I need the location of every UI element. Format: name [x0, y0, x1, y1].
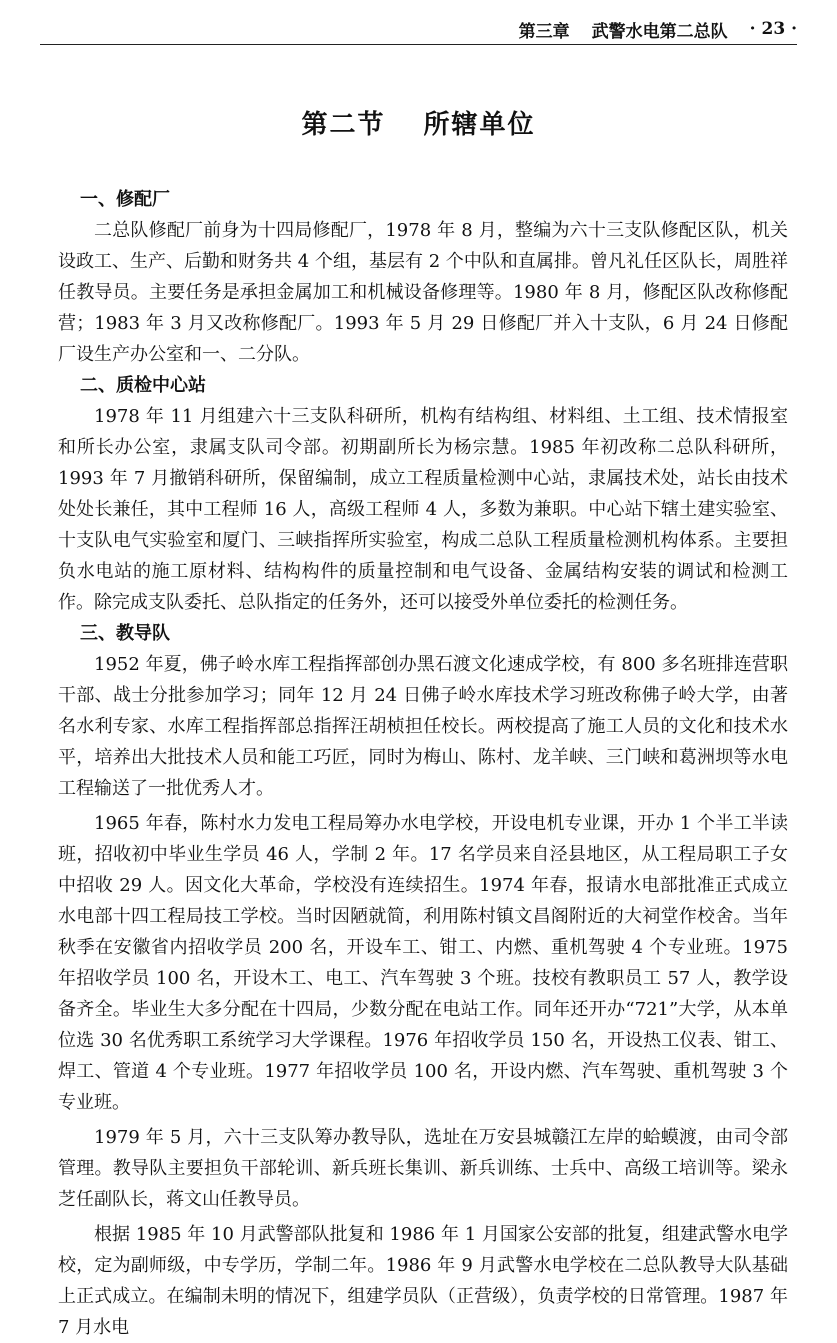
section-title: [0, 104, 837, 141]
section-number: 第二节: [301, 110, 386, 140]
body-text: [58, 184, 788, 1343]
paragraph: 1979 年 5 月，六十三支队筹办教导队，选址在万安县城赣江左岸的蛤蟆渡，由司令部管理。教导队主要担负干部轮训、新兵班长集训、新兵训练、士兵中、高级工培训等。梁永芝任副队长，蒋文山任教导员。: [58, 1127, 788, 1210]
paragraph: 1965 年春，陈村水力发电工程局筹办水电学校，开设电机专业课，开办 1 个半工半读班，招收初中毕业生学员 46 人，学制 2 年。17 名学员来自泾县地区，从工程局职工子女中招收 29 人。因文化大革命，学校没有连续招生。1974 年春，报请水电部批准正式成立水电部十四工程局技工学校。当时因陋就简，利用陈村镇文昌阁附近的大祠堂作校舍。当年秋季在安徽省内招收学员 200 名，开设车工、钳工、内燃、重机驾驶 4 个专业班。1975 年招收学员 100 名，开设木工、电工、汽车驾驶 3 个班。技校有教职员工 57 人，教学设备齐全。毕业生大多分配在十四局，少数分配在电站工作。同年还开办“721”大学，从本单位选 30 名优秀职工系统学习大学课程。1976 年招收学员 150 名，开设热工仪表、钳工、焊工、管道 4 个专业班。1977 年招收学员 100 名，开设内燃、汽车驾驶、重机驾驶 3 个专业班。: [58, 813, 788, 1113]
running-header: [40, 14, 797, 45]
section-name: 所辖单位: [423, 110, 536, 140]
chapter-title: 武警水电第二总队: [591, 21, 728, 42]
page-number: · 23 ·: [749, 19, 797, 39]
chapter-label: 第三章: [518, 21, 570, 42]
subsection-heading-quality-center: 二、质检中心站: [80, 375, 206, 396]
paragraph: 二总队修配厂前身为十四局修配厂，1978 年 8 月，整编为六十三支队修配区队，机关设政工、生产、后勤和财务共 4 个组，基层有 2 个中队和直属排。曾凡礼任区队长，周胜祥任教导员。主要任务是承担金属加工和机械设备修理等。1980 年 8 月，修配区队改称修配营；1983 年 3 月又改称修配厂。1993 年 5 月 29 日修配厂并入十支队，6 月 24 日修配厂设生产办公室和一、二分队。: [58, 220, 788, 365]
paragraph: 根据 1985 年 10 月武警部队批复和 1986 年 1 月国家公安部的批复，组建武警水电学校，定为副师级，中专学历，学制二年。1986 年 9 月武警水电学校在二总队教导大队基础上正式成立。在编制未明的情况下，组建学员队（正营级），负责学校的日常管理。1987 年 7 月水电: [58, 1224, 788, 1338]
subsection-heading-repair-factory: 一、修配厂: [80, 189, 170, 210]
paragraph: 1952 年夏，佛子岭水库工程指挥部创办黑石渡文化速成学校，有 800 多名班排连营职干部、战士分批参加学习；同年 12 月 24 日佛子岭水库技术学习班改称佛子岭大学，由著名水利专家、水库工程指挥部总指挥汪胡桢担任校长。两校提高了施工人员的文化和技术水平，培养出大批技术人员和能工巧匠，同时为梅山、陈村、龙羊峡、三门峡和葛洲坝等水电工程输送了一批优秀人才。: [58, 654, 788, 799]
paragraph: 1978 年 11 月组建六十三支队科研所，机构有结构组、材料组、土工组、技术情报室和所长办公室，隶属支队司令部。初期副所长为杨宗慧。1985 年初改称二总队科研所，1993 年 7 月撤销科研所，保留编制，成立工程质量检测中心站，隶属技术处，站长由技术处处长兼任，其中工程师 16 人，高级工程师 4 人，多数为兼职。中心站下辖土建实验室、十支队电气实验室和厦门、三峡指挥所实验室，构成二总队工程质量检测机构体系。主要担负水电站的施工原材料、结构构件的质量控制和电气设备、金属结构安装的调试和检测工作。除完成支队委托、总队指定的任务外，还可以接受外单位委托的检测任务。: [58, 406, 788, 613]
subsection-heading-training-team: 三、教导队: [80, 623, 170, 644]
